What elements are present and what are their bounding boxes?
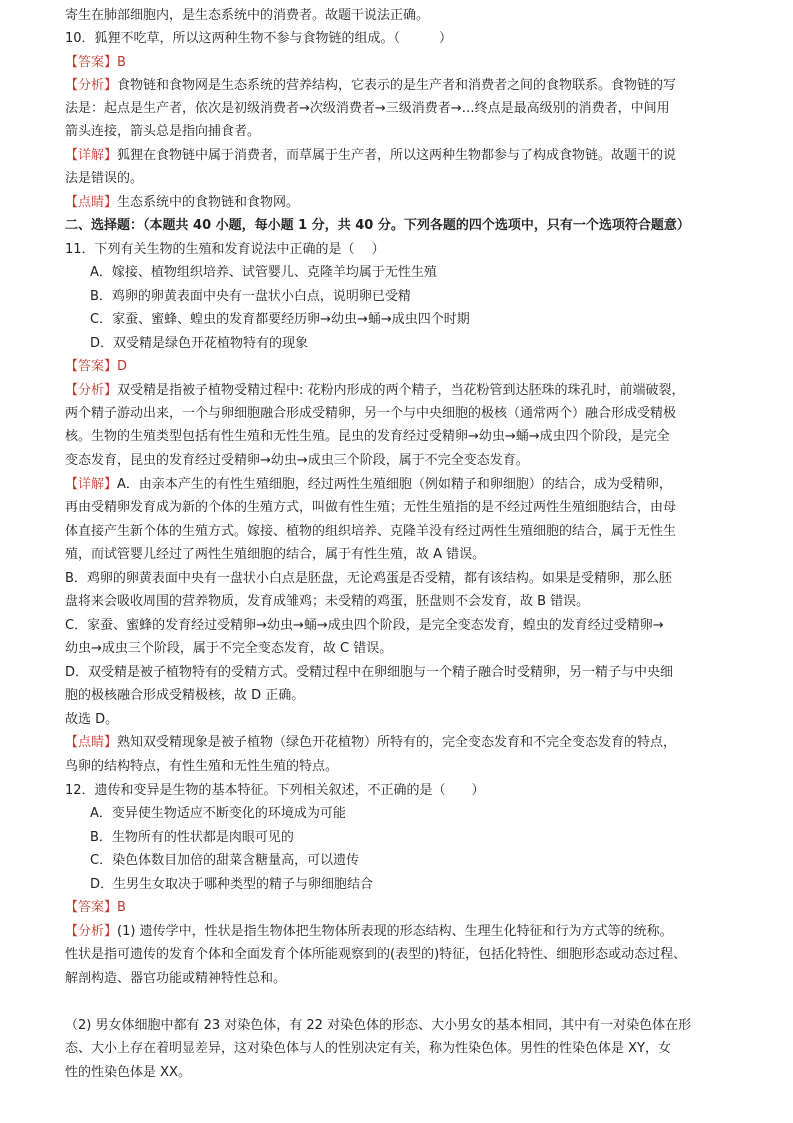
q11-answer: [65, 355, 731, 378]
q10-detail-line: [65, 144, 731, 167]
q11-option-d: D．双受精是绿色开花植物特有的现象: [90, 336, 309, 351]
answer-tag: 【答案】: [65, 55, 118, 70]
analysis-tag: 【分析】: [65, 383, 118, 398]
analysis-tag: 【分析】: [65, 924, 118, 939]
q11-detail-line: 体直接产生新个体的生殖方式。嫁接、植物的组织培养、克隆羊没有经过两性生殖细胞的结合，属于无性生: [65, 524, 677, 539]
q11-analysis-line: 核。生物的生殖类型包括有性生殖和无性生殖。昆虫的发育经过受精卵→幼虫→蛹→成虫四个阶段，是完全: [65, 429, 670, 444]
q11-detail-line: 殖，而试管婴儿经过了两性生殖细胞的结合，属于有性生殖，故 A 错误。: [65, 547, 486, 562]
q12-analysis-line: 性状是指可遗传的发育个体和全面发育个体所能观察到的(表型的)特征，包括化特性、细胞形态或动态过程、: [65, 947, 687, 962]
detail-tag: 【详解】: [65, 477, 118, 492]
q12-analysis2-line: 性的性染色体是 XX。: [65, 1065, 191, 1080]
q10-analysis-line: 法是：起点是生产者，依次是初级消费者→次级消费者→三级消费者→…终点是最高级别的消费者，中间用: [65, 101, 670, 116]
q11-detail-line: 再由受精卵发育成为新的个体的生殖方式，叫做有性生殖；无性生殖指的是不经过两性生殖细胞结合，由母: [65, 500, 677, 515]
q11-detail-line: D．双受精是被子植物特有的受精方式。受精过程中在卵细胞与一个精子融合时受精卵，另一精子与中央细: [65, 665, 674, 680]
analysis-tag: 【分析】: [65, 78, 118, 93]
q11-detail-line: B．鸡卵的卵黄表面中央有一盘状小白点是胚盘，无论鸡蛋是否受精，都有该结构。如果是受精卵，那么胚: [65, 571, 672, 586]
analysis-text: 双受精是指被子植物受精过程中: 花粉内形成的两个精子，当花粉管到达胚珠的珠孔时，前端破裂，: [117, 383, 685, 398]
q12-option-a: A．变异使生物适应不断变化的环境成为可能: [90, 806, 346, 821]
q10-analysis-line: 箭头连接，箭头总是指向捕食者。: [65, 124, 261, 139]
point-text: 生态系统中的食物链和食物网。: [117, 195, 300, 210]
q11-detail-line: C．家蚕、蜜蜂的发育经过受精卵→幼虫→蛹→成虫四个阶段，是完全变态发育，蝗虫的发育经过受精卵→: [65, 618, 664, 633]
q10-intro-line: 寄生在肺部细胞内，是生态系统中的消费者。故题干说法正确。: [65, 8, 430, 23]
q11-detail-line: 盘将来会吸收周围的营养物质，发育成雏鸡；未受精的鸡蛋，胚盘则不会发育，故 B 错误。: [65, 594, 590, 609]
answer-value: D: [117, 359, 128, 374]
q12-analysis-line: 解剖构造、器官功能或精神特性总和。: [65, 971, 287, 986]
q12-analysis-line: [65, 920, 731, 943]
q12-answer: [65, 896, 731, 919]
answer-value: B: [117, 55, 126, 70]
q11-detail-line: [65, 473, 731, 496]
q11-detail-line: 胞的极核融合形成受精极核，故 D 正确。: [65, 688, 305, 703]
q12-option-d: D．生男生女取决于哪种类型的精子与卵细胞结合: [90, 877, 374, 892]
q12-option-b: B．生物所有的性状都是肉眼可见的: [90, 830, 294, 845]
answer-value: B: [117, 900, 126, 915]
analysis-text: (1) 遗传学中，性状是指生物体把生物体所表现的形态结构、生理生化特征和行为方式等的统称。: [117, 924, 673, 939]
q11-option-a: A．嫁接、植物组织培养、试管婴儿、克隆羊均属于无性生殖: [90, 265, 437, 280]
q12-analysis2-line: （2) 男女体细胞中都有 23 对染色体，有 22 对染色体的形态、大小男女的基本相同，其中有一对染色体在形: [65, 1018, 692, 1033]
detail-tag: 【详解】: [65, 148, 118, 163]
q10-analysis-line: [65, 74, 731, 97]
point-tag: 【点睛】: [65, 735, 118, 750]
detail-text: A．由亲本产生的有性生殖细胞，经过两性生殖细胞（例如精子和卵细胞）的结合，成为受精卵，: [117, 477, 672, 492]
q11-stem: 11．下列有关生物的生殖和发育说法中正确的是（ ）: [65, 242, 385, 257]
answer-tag: 【答案】: [65, 359, 118, 374]
point-text: 熟知双受精现象是被子植物（绿色开花植物）所特有的，完全变态发育和不完全变态发育的特点，: [117, 735, 677, 750]
answer-tag: 【答案】: [65, 900, 118, 915]
q11-point-line: [65, 731, 731, 754]
q10-detail-line: 法是错误的。: [65, 171, 144, 186]
q11-detail-line: 幼虫→成虫三个阶段，属于不完全变态发育，故 C 错误。: [65, 641, 393, 656]
analysis-text: 食物链和食物网是生态系统的营养结构，它表示的是生产者和消费者之间的食物联系。食物链的写: [117, 78, 677, 93]
q12-stem: 12．遗传和变异是生物的基本特征。下列相关叙述，不正确的是（ ）: [65, 783, 485, 798]
q12-option-c: C．染色体数目加倍的甜菜含糖量高，可以遗传: [90, 853, 360, 868]
point-tag: 【点睛】: [65, 195, 118, 210]
q11-conclusion: 故选 D。: [65, 712, 119, 727]
q11-analysis-line: 变态发育，昆虫的发育经过受精卵→幼虫→成虫三个阶段，属于不完全变态发育。: [65, 453, 529, 468]
detail-text: 狐狸在食物链中属于消费者，而草属于生产者，所以这两种生物都参与了构成食物链。故题干的说: [117, 148, 677, 163]
q10-stem: 10．狐狸不吃草，所以这两种生物不参与食物链的组成。（ ）: [65, 31, 453, 46]
q11-option-b: B．鸡卵的卵黄表面中央有一盘状小白点，说明卵已受精: [90, 289, 411, 304]
q11-point-line: 鸟卵的结构特点，有性生殖和无性生殖的特点。: [65, 759, 339, 774]
q11-analysis-line: 两个精子游动出来，一个与卵细胞融合形成受精卵，另一个与中央细胞的极核（通常两个）融合形成受精极: [65, 406, 677, 421]
section-heading: 二、选择题：（本题共 40 小题，每小题 1 分，共 40 分。下列各题的四个选项中，只有一个选项符合题意）: [65, 218, 690, 233]
q12-analysis2-line: 态、大小上存在着明显差异，这对染色体与人的性别决定有关，称为性染色体。男性的性染色体是 XY，女: [65, 1041, 671, 1056]
q10-point-line: [65, 191, 731, 214]
q10-answer: [65, 51, 731, 74]
q11-option-c: C．家蚕、蜜蜂、蝗虫的发育都要经历卵→幼虫→蛹→成虫四个时期: [90, 312, 470, 327]
q11-analysis-line: [65, 379, 731, 402]
